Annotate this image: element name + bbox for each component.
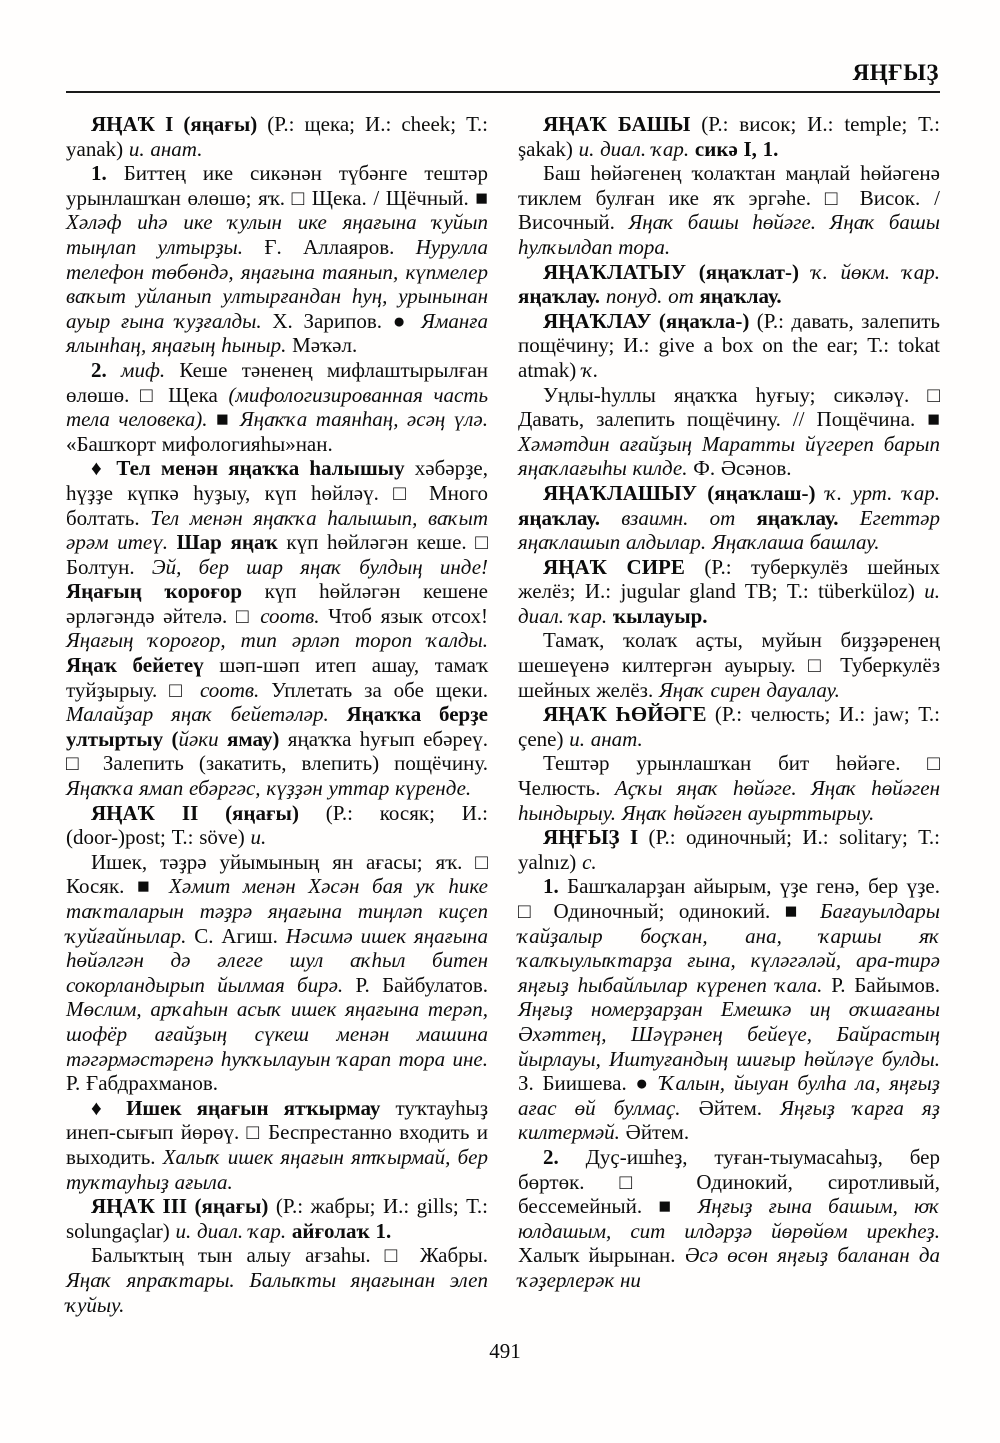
text-run: ЯҢҒЫҘ I xyxy=(543,825,649,850)
text-run: С. Агиш. xyxy=(194,923,286,948)
text-run: яңаҡлау. xyxy=(518,284,606,309)
text-run: (Р.: одиночный; И.: solitary; Т.: yalnız) xyxy=(518,825,940,874)
text-run: Р. Байымов. xyxy=(831,972,940,997)
text-run: Әйтем. xyxy=(625,1120,690,1145)
text-run: Аҫҡы яңаҡ һөйәге. Яңаҡ һөйәген һындырыу. Яңаҡ һөйәген ауырттырыу. xyxy=(518,776,940,825)
text-run: Биттең ике сикәнән түбәнге тештәр урынлашҡан өлөшө; яҡ. □ Щека. / Щёчный. ■ xyxy=(66,161,488,210)
text-run: туҡтауһыҙ инеп-сығып йөрөү. □ Беспрестанно входить и выходить. xyxy=(66,1095,489,1169)
text-run: Бағауылдары ҡайҙалыр боҫҡан, ана, ҡаршы яҡ ҡалҡыулыҡтарҙа ғына, күләгәләй, ара-тирә яңғыҙ һыбайлылар күренеп ҡала. xyxy=(518,899,940,997)
text-run: Яңаҡ бейетеү xyxy=(66,653,220,678)
right-column xyxy=(518,112,940,1317)
text-run: Балыҡтың тын алыу ағзаһы. □ Жабры. xyxy=(91,1243,488,1268)
text-run: Яңғыҙ ҡарға яҙ килтермәй. xyxy=(518,1095,940,1145)
text-run: Уплетать за обе щеки. xyxy=(271,677,488,702)
text-run: и. анат. xyxy=(569,726,643,751)
text-run: күп һөйләгән кешене әрләгәндә әйтелә. □ xyxy=(66,579,488,628)
text-run: Р. Ғабдрахманов. xyxy=(66,1071,219,1096)
text-run: взаимн. от xyxy=(621,505,757,530)
text-run: Малайҙар яңаҡ бейетәләр. xyxy=(66,702,347,727)
text-run: яңаҡҡа һуғып ебәреү. □ Залепить (закатить, влепить) пощёчину. xyxy=(66,726,489,776)
entry-yanaklashyu xyxy=(518,481,940,555)
text-run: и. диал. ҡар. xyxy=(175,1218,292,1243)
page-number: 491 xyxy=(489,1339,521,1363)
text-run: йәки xyxy=(178,726,227,751)
text-run: яңаҡлау. xyxy=(518,505,622,530)
text-run: (Р.: туберкулёз шейных желёз; И.: jugular gland TB; Т.: tüberküloz) xyxy=(518,554,941,604)
left-column xyxy=(66,112,488,1317)
text-run: с. xyxy=(582,849,597,874)
text-run: Кеше тәненең мифлаштырылған өлөшө. □ Щека xyxy=(66,357,488,407)
text-run: (Р.: висок; И.: temple; Т.: şakak) xyxy=(518,112,940,161)
yanaklau-definition xyxy=(518,383,940,481)
yanak-i-sense-1 xyxy=(66,161,488,358)
yanak-i-sense-2 xyxy=(66,358,488,456)
entry-yanak-bashy-headword xyxy=(518,112,940,161)
text-run: (Р.: давать, залепить пощёчину; И.: give a box on the ear; Т.: tokat atmak) xyxy=(518,308,941,382)
entry-yanak-iii-headword xyxy=(66,1194,488,1243)
text-run: Хәмәтдин ағайҙың Маратты йүгереп барып яңаҡлағыһы килде. xyxy=(518,431,940,481)
yanak-ii-definition xyxy=(66,850,488,1096)
text-run: Тештәр урынлашҡан бит һөйәге. □ Челюсть. xyxy=(518,751,940,801)
text-run: ♦ xyxy=(91,456,117,481)
text-run: Чтоб язык отсох! xyxy=(328,603,488,628)
text-run: 2. xyxy=(543,1144,586,1169)
text-run: Ҡалын, йыуан булһа ла, яңғыҙ ағас өй булмаҫ. xyxy=(518,1071,940,1120)
text-run: Яңағың ҡороғор xyxy=(66,579,265,604)
text-run: Мөслим, арҡаһын асыҡ ишек яңағына терәп, шофёр ағайҙың сүкеш менән машина тәгәрмәстәренә һуҡҡылауын ҡарап тора ине. xyxy=(66,997,488,1071)
text-run: Тел менән яңаҡҡа һалышып, ваҡыт әрәм итеү. xyxy=(66,505,488,555)
text-run: Ишек, тәҙрә уйымының ян ағасы; яҡ. □ Косяк. ■ xyxy=(66,849,488,899)
text-run: Егеттәр яңаҡлашып алдылар. Яңаҡлаша башлау. xyxy=(518,505,940,555)
text-run: ЯҢАҠ III (яңағы) xyxy=(91,1194,276,1219)
text-run: Р. Байбулатов. xyxy=(355,972,488,997)
text-run: ЯҢАҠЛАШЫУ (яңаҡлаш-) xyxy=(543,480,826,505)
text-run: Хәләф иһә ике ҡулын ике яңағына ҡуйып тыңлап ултырҙы. xyxy=(66,210,488,259)
text-run: ҡ. урт. ҡар. xyxy=(825,480,940,505)
text-run: Яңағың ҡороғор, тип әрләп тороп ҡалды. xyxy=(66,628,488,653)
text-run: Тел менән яңаҡҡа һалышыу xyxy=(116,456,415,481)
text-run: Әйтем. xyxy=(698,1095,781,1120)
text-run: З. Биишева. ● xyxy=(518,1071,660,1096)
text-run: Яңаҡ башы һөйәге. Яңаҡ башы һулҡылдап тора. xyxy=(518,210,940,259)
entry-yangyz-i-headword xyxy=(518,825,940,874)
text-run: ҡылауыр. xyxy=(612,603,708,628)
text-run: (Р.: челюсть; И.: jaw; Т.: çene) xyxy=(518,702,940,751)
text-run: Яңаҡ сирен дауалау. xyxy=(658,677,840,702)
text-run: Баш һөйәгенең ҡолаҡтан маңлай һөйәгенә тиклем булған ике яҡ эргәһе. □ Висок. / Височный. xyxy=(518,161,940,235)
text-run: ҡ. йөкм. ҡар. xyxy=(811,259,940,284)
text-run: Яңғыҙ номерҙарҙан Емешкә иң оҡшағаны Әхәттең, Шәүрәнең бейеүе, Байрастың йырлауы, Иштуғандың шиғыр һөйләүе булды. xyxy=(518,997,940,1071)
entry-yanak-hoyage-headword xyxy=(518,702,940,751)
text-run: шәп-шәп итеп ашау, тамаҡ туйҙырыу. □ xyxy=(66,653,488,702)
text-run: күп һөйләгән кеше. □ Болтун. xyxy=(66,530,488,579)
running-head: ЯҢҒЫҘ xyxy=(852,60,939,85)
yanak-hoyage-definition xyxy=(518,751,940,825)
text-run: 1. xyxy=(91,161,124,186)
text-run: Яңаҡҡа ямап ебәргәс, күҙҙән уттар күренде. xyxy=(66,776,472,801)
text-run: ЯҢАҠ БАШЫ xyxy=(543,112,702,136)
text-run: и. xyxy=(250,825,267,850)
yanak-sire-definition xyxy=(518,628,940,702)
text-run: хәбәрҙе, һүҙҙе күпкә һуҙыу, күп һөйләү. □ Много болтать. xyxy=(66,456,488,530)
yangyz-i-sense-2 xyxy=(518,1145,940,1293)
text-run: Нурулла телефон төбөндә, яңағына таянып, күпмелер ваҡыт уйланып ултырғандан һуң, урынынан ауыр ғына ҡуҙғалды. xyxy=(66,234,488,333)
text-run: 1. xyxy=(543,874,568,899)
text-run: Ишек яңағын ятҡырмау xyxy=(126,1095,396,1120)
text-run: Яманға ялынһаң, яңағың һыныр. xyxy=(66,308,488,358)
text-run: ■ xyxy=(216,407,240,432)
yanak-iii-definition xyxy=(66,1243,488,1317)
text-run: (Р.: косяк; И.: (door-)post; Т.: söve) xyxy=(66,800,488,850)
text-run: Дуҫ-ишһеҙ, туған-тыумасаһыҙ, бер бөртөк. □ Одинокий, сиротливый, бессемейный. ■ xyxy=(518,1144,940,1219)
text-run: Уңлы-һуллы яңаҡҡа һуғыу; сикәләү. □ Давать, залепить пощёчину. // Пощёчина. ■ xyxy=(518,382,940,432)
text-run: Яңғыҙ ғына башым, юҡ юлдашым, сит илдәрҙә йөрөйөм ирекһеҙ. xyxy=(518,1194,940,1243)
text-run: Әсә өсөн яңғыҙ баланан да ҡәҙерлерәк ни xyxy=(518,1243,940,1292)
text-run: Хәмит менән Хәсән бая уҡ һике таҡталарын тәҙрә яңағына тиңләп киҫеп ҡуйғайнылар. xyxy=(66,874,488,948)
text-run: Х. Зарипов. ● xyxy=(272,308,422,333)
text-run: соотв. xyxy=(260,603,329,628)
yanak-ii-idiom xyxy=(66,1096,488,1194)
yangyz-i-sense-1 xyxy=(518,874,940,1145)
text-run: Эй, бер шар яңаҡ булдың инде! xyxy=(151,554,489,579)
text-run: (мифологизированная часть тела человека). xyxy=(66,382,489,432)
entry-yanaklau-headword xyxy=(518,309,940,383)
text-run: миф. xyxy=(121,357,180,382)
text-run: соотв. xyxy=(199,677,272,702)
text-run: айғолаҡ 1. xyxy=(291,1218,392,1243)
yanak-bashy-definition xyxy=(518,161,940,259)
entry-yanak-sire-headword xyxy=(518,555,940,629)
text-run: Башҡаларҙан айырым, үҙе генә, бер үҙе. □ Одиночный; одинокий. ■ xyxy=(518,874,941,923)
entry-yanaklatyu xyxy=(518,260,940,309)
text-run: Нәсимә ишек яңағына һөйәлгән дә әлеге шул аҡһыл битен сокорландырып йылмая бирә. xyxy=(66,923,488,997)
text-run: ЯҢАҠ II (яңағы) xyxy=(91,800,326,825)
text-columns xyxy=(66,112,940,1317)
text-run: понуд. от xyxy=(605,284,700,309)
text-run: ЯҢАҠ СИРЕ xyxy=(543,554,705,579)
text-run: ЯҢАҠЛАУ (яңаҡла-) xyxy=(543,308,757,333)
header-rule xyxy=(66,91,940,93)
text-run: Ғ. Аллаяров. xyxy=(264,234,416,259)
text-run: ЯҢАҠ I (яңағы) xyxy=(91,112,268,136)
text-run: Халыҡ йырынан. xyxy=(518,1243,685,1268)
text-run: яңаҡлау. xyxy=(756,505,860,530)
text-run: Халыҡ ишек яңағын ятҡырмай, бер туҡтауһыҙ ағыла. xyxy=(66,1144,488,1194)
text-run: Ф. Әсәнов. xyxy=(693,456,792,481)
text-run: и. анат. xyxy=(128,136,203,161)
text-run: Мәҡәл. xyxy=(292,333,358,358)
text-run: Яңаҡҡа таянһаң, әсәң үлә. xyxy=(239,407,489,432)
text-run: (Р.: жабры; И.: gills; Т.: solungaçlar) xyxy=(66,1194,488,1243)
text-run: и. диал. ҡар. xyxy=(578,136,695,161)
text-run: Тамаҡ, ҡолаҡ аҫты, муйын биҙҙәренең шешеүенә килтергән ауырыу. □ Туберкулёз шейных желёз. xyxy=(518,628,940,702)
text-run: «Башҡорт мифологияһы»нан. xyxy=(66,431,333,456)
text-run: (Р.: щека; И.: cheek; Т.: yanak) xyxy=(66,112,488,161)
text-run: ҡ. xyxy=(582,357,599,382)
text-run: Шар яңаҡ xyxy=(176,530,287,555)
text-run: Яңаҡ япраҡтары. Балыҡты яңағынан элеп ҡуйыу. xyxy=(66,1267,488,1317)
text-run: ЯҢАҠЛАТЫУ (яңаҡлат-) xyxy=(543,259,812,284)
text-run: ямау) xyxy=(226,726,288,751)
entry-yanak-ii-headword xyxy=(66,801,488,850)
text-run: и. диал. ҡар. xyxy=(518,579,940,628)
text-run: 2. xyxy=(91,357,122,382)
yanak-i-idioms xyxy=(66,456,488,800)
text-run: ♦ xyxy=(91,1095,127,1120)
text-run: яңаҡлау. xyxy=(699,284,782,309)
text-run: сикә I, 1. xyxy=(694,136,779,161)
text-run: Яңаҡҡа берҙе ултыртыу ( xyxy=(66,702,488,751)
entry-yanak-i-headword xyxy=(66,112,488,161)
text-run: ЯҢАҠ ҺӨЙӘГЕ xyxy=(543,702,715,727)
